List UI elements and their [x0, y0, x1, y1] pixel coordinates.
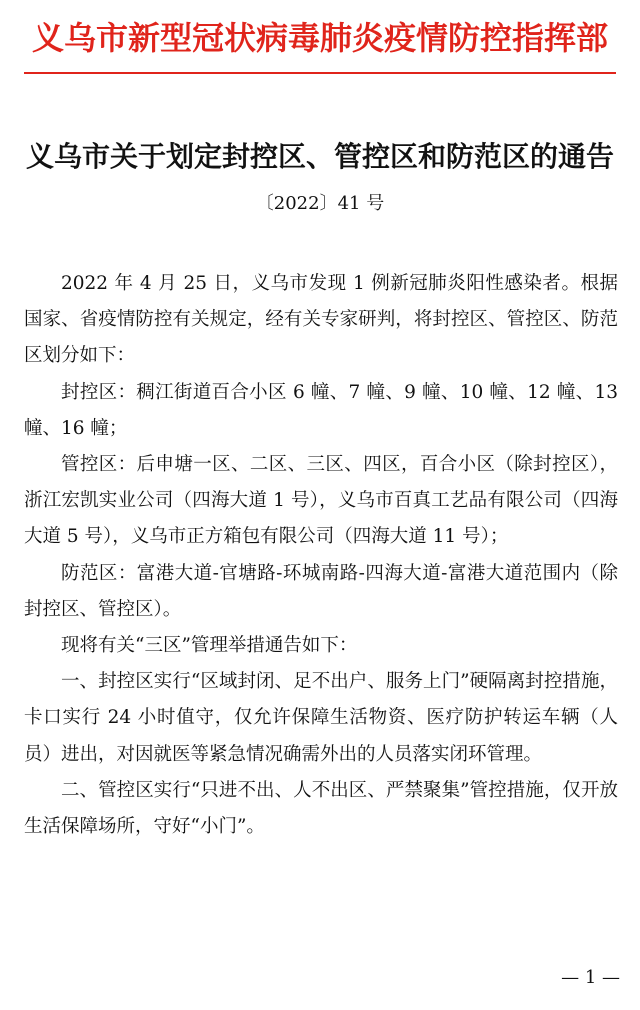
paragraph-control-zone: 管控区：后申塘一区、二区、三区、四区，百合小区（除封控区），浙江宏凯实业公司（四海大道 1 号），义乌市百真工艺品有限公司（四海大道 5 号），义乌市正方箱包有限公司（四海大道 11 号）； — [24, 454, 618, 548]
document-number: 〔2022〕41 号 — [255, 193, 385, 214]
document-title: 义乌市关于划定封控区、管控区和防范区的通告 — [25, 140, 614, 173]
paragraph-measure-one: 一、封控区实行“区域封闭、足不出户、服务上门”硬隔离封控措施，卡口实行 24 小时值守，仅允许保障生活物资、医疗防护转运车辆（人员）进出，对因就医等紧急情况确需外出的人员落实闭环管理。 — [24, 671, 618, 765]
issuer-header: 义乌市新型冠状病毒肺炎疫情防控指挥部 — [31, 19, 608, 57]
paragraph-prevention-zone: 防范区：富港大道-官塘路-环城南路-四海大道-富港大道范围内（除封控区、管控区）。 — [24, 562, 618, 620]
paragraph-measures-intro: 现将有关“三区”管理举措通告如下： — [61, 635, 358, 657]
paragraph-intro: 2022 年 4 月 25 日，义乌市发现 1 例新冠肺炎阳性感染者。根据国家、省疫情防控有关规定，经有关专家研判，将封控区、管控区、防范区划分如下： — [24, 273, 618, 367]
paragraph-lockdown-zone: 封控区：稠江街道百合小区 6 幢、7 幢、9 幢、10 幢、12 幢、13 幢、16 幢； — [24, 381, 618, 439]
red-divider-line — [24, 72, 616, 74]
page-number: — 1 — — [561, 967, 620, 988]
paragraph-measure-two: 二、管控区实行“只进不出、人不出区、严禁聚集”管控措施，仅开放生活保障场所，守好“小门”。 — [24, 779, 618, 838]
document-body — [24, 266, 618, 845]
